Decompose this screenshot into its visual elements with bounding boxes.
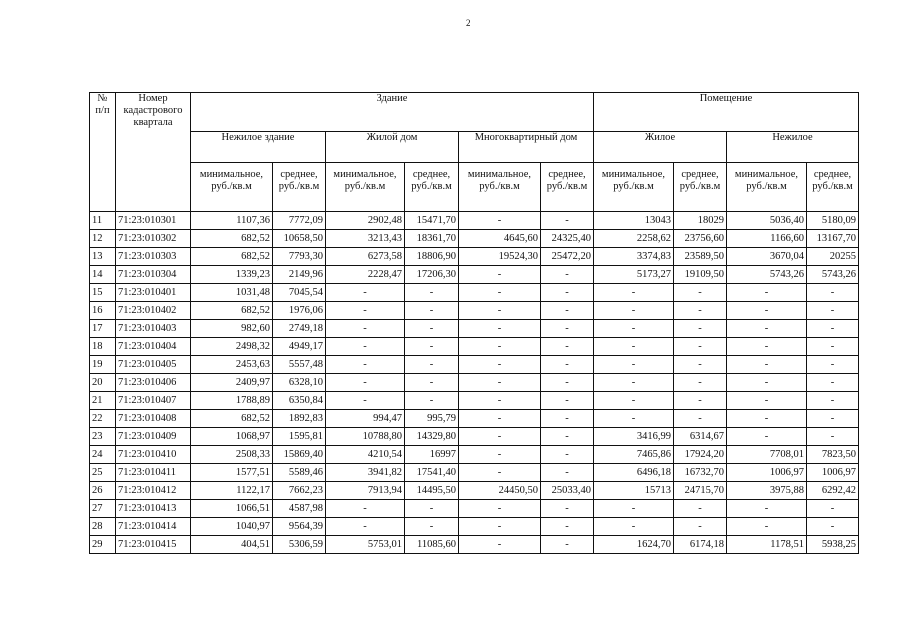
value-cell: 3213,43 — [326, 230, 405, 248]
cadastral-number: 71:23:010403 — [116, 320, 191, 338]
value-cell: 3941,82 — [326, 464, 405, 482]
value-cell: - — [541, 356, 594, 374]
value-cell: - — [674, 284, 727, 302]
value-cell: - — [727, 356, 807, 374]
header-min: минимальное, руб./кв.м — [191, 163, 273, 212]
value-cell: 3374,83 — [594, 248, 674, 266]
value-cell: - — [405, 302, 459, 320]
value-cell: 2453,63 — [191, 356, 273, 374]
value-cell: 2409,97 — [191, 374, 273, 392]
value-cell: - — [326, 320, 405, 338]
value-cell: - — [541, 536, 594, 554]
value-cell: - — [541, 500, 594, 518]
value-cell: - — [594, 356, 674, 374]
row-number: 19 — [90, 356, 116, 374]
value-cell: - — [674, 302, 727, 320]
table-row — [90, 482, 859, 500]
value-cell: 5589,46 — [273, 464, 326, 482]
value-cell: 682,52 — [191, 302, 273, 320]
row-number: 23 — [90, 428, 116, 446]
value-cell: - — [674, 338, 727, 356]
value-cell: 15471,70 — [405, 212, 459, 230]
row-number: 26 — [90, 482, 116, 500]
value-cell: - — [594, 302, 674, 320]
cadastral-value-table — [89, 92, 859, 554]
value-cell: 682,52 — [191, 410, 273, 428]
value-cell: 25472,20 — [541, 248, 594, 266]
value-cell: 1068,97 — [191, 428, 273, 446]
value-cell: 18361,70 — [405, 230, 459, 248]
value-cell: - — [727, 302, 807, 320]
value-cell: - — [594, 518, 674, 536]
header-avg: среднее, руб./кв.м — [273, 163, 326, 212]
table-body — [90, 212, 859, 554]
value-cell: - — [459, 536, 541, 554]
table-row — [90, 248, 859, 266]
value-cell: 995,79 — [405, 410, 459, 428]
value-cell: 24715,70 — [674, 482, 727, 500]
value-cell: 4949,17 — [273, 338, 326, 356]
table-row — [90, 212, 859, 230]
value-cell: - — [541, 284, 594, 302]
table-row — [90, 266, 859, 284]
value-cell: - — [459, 518, 541, 536]
table-row — [90, 518, 859, 536]
table-row — [90, 500, 859, 518]
value-cell: 1031,48 — [191, 284, 273, 302]
value-cell: - — [807, 410, 859, 428]
row-number: 25 — [90, 464, 116, 482]
cadastral-number: 71:23:010409 — [116, 428, 191, 446]
header-residential-house: Жилой дом — [326, 132, 459, 163]
value-cell: 24450,50 — [459, 482, 541, 500]
value-cell: 5036,40 — [727, 212, 807, 230]
value-cell: - — [541, 446, 594, 464]
value-cell: 6314,67 — [674, 428, 727, 446]
table-row — [90, 410, 859, 428]
value-cell: 7465,86 — [594, 446, 674, 464]
header-avg: среднее, руб./кв.м — [807, 163, 859, 212]
row-number: 18 — [90, 338, 116, 356]
header-num: № п/п — [90, 93, 116, 212]
value-cell: 1006,97 — [727, 464, 807, 482]
table-row — [90, 464, 859, 482]
value-cell: 9564,39 — [273, 518, 326, 536]
table-row — [90, 446, 859, 464]
value-cell: - — [594, 320, 674, 338]
value-cell: - — [459, 356, 541, 374]
cadastral-number: 71:23:010413 — [116, 500, 191, 518]
value-cell: 13043 — [594, 212, 674, 230]
value-cell: 1339,23 — [191, 266, 273, 284]
value-cell: 1166,60 — [727, 230, 807, 248]
value-cell: 5753,01 — [326, 536, 405, 554]
header-cadastral: Номер кадастрового квартала — [116, 93, 191, 212]
value-cell: 1122,17 — [191, 482, 273, 500]
value-cell: - — [459, 212, 541, 230]
value-cell: - — [807, 500, 859, 518]
value-cell: - — [727, 284, 807, 302]
value-cell: 682,52 — [191, 248, 273, 266]
value-cell: - — [674, 320, 727, 338]
value-cell: 6273,58 — [326, 248, 405, 266]
value-cell: 404,51 — [191, 536, 273, 554]
value-cell: - — [674, 392, 727, 410]
row-number: 14 — [90, 266, 116, 284]
value-cell: 1040,97 — [191, 518, 273, 536]
value-cell: - — [807, 302, 859, 320]
value-cell: 1178,51 — [727, 536, 807, 554]
header-min: минимальное, руб./кв.м — [594, 163, 674, 212]
header-building: Здание — [191, 93, 594, 132]
value-cell: - — [727, 428, 807, 446]
value-cell: 682,52 — [191, 230, 273, 248]
value-cell: 3416,99 — [594, 428, 674, 446]
value-cell: - — [727, 338, 807, 356]
value-cell: - — [807, 320, 859, 338]
value-cell: 5173,27 — [594, 266, 674, 284]
cadastral-number: 71:23:010401 — [116, 284, 191, 302]
value-cell: - — [727, 410, 807, 428]
value-cell: 1624,70 — [594, 536, 674, 554]
value-cell: 19109,50 — [674, 266, 727, 284]
row-number: 20 — [90, 374, 116, 392]
value-cell: 1577,51 — [191, 464, 273, 482]
value-cell: - — [807, 374, 859, 392]
value-cell: - — [326, 518, 405, 536]
value-cell: - — [541, 338, 594, 356]
row-number: 27 — [90, 500, 116, 518]
value-cell: 15869,40 — [273, 446, 326, 464]
table-row — [90, 374, 859, 392]
value-cell: 25033,40 — [541, 482, 594, 500]
value-cell: - — [405, 320, 459, 338]
value-cell: - — [727, 392, 807, 410]
value-cell: 5743,26 — [807, 266, 859, 284]
value-cell: 17924,20 — [674, 446, 727, 464]
cadastral-number: 71:23:010301 — [116, 212, 191, 230]
value-cell: - — [541, 392, 594, 410]
value-cell: - — [405, 356, 459, 374]
value-cell: 4587,98 — [273, 500, 326, 518]
cadastral-number: 71:23:010410 — [116, 446, 191, 464]
page-number: 2 — [466, 18, 471, 28]
value-cell: 4210,54 — [326, 446, 405, 464]
value-cell: - — [594, 392, 674, 410]
value-cell: 1006,97 — [807, 464, 859, 482]
cadastral-number: 71:23:010415 — [116, 536, 191, 554]
value-cell: - — [405, 500, 459, 518]
value-cell: - — [541, 464, 594, 482]
value-cell: - — [405, 374, 459, 392]
header-min: минимальное, руб./кв.м — [727, 163, 807, 212]
header-residential: Жилое — [594, 132, 727, 163]
value-cell: 14329,80 — [405, 428, 459, 446]
row-number: 12 — [90, 230, 116, 248]
value-cell: - — [541, 518, 594, 536]
header-nonresidential-building: Нежилое здание — [191, 132, 326, 163]
value-cell: 17541,40 — [405, 464, 459, 482]
value-cell: 5743,26 — [727, 266, 807, 284]
table-row — [90, 428, 859, 446]
value-cell: 3670,04 — [727, 248, 807, 266]
value-cell: - — [541, 212, 594, 230]
value-cell: 19524,30 — [459, 248, 541, 266]
row-number: 22 — [90, 410, 116, 428]
value-cell: 1788,89 — [191, 392, 273, 410]
table-row — [90, 356, 859, 374]
value-cell: - — [674, 410, 727, 428]
value-cell: - — [541, 302, 594, 320]
value-cell: - — [405, 338, 459, 356]
value-cell: 10788,80 — [326, 428, 405, 446]
value-cell: 6292,42 — [807, 482, 859, 500]
value-cell: 5180,09 — [807, 212, 859, 230]
value-cell: 7793,30 — [273, 248, 326, 266]
value-cell: - — [459, 392, 541, 410]
value-cell: - — [459, 374, 541, 392]
value-cell: - — [326, 500, 405, 518]
row-number: 21 — [90, 392, 116, 410]
value-cell: 1976,06 — [273, 302, 326, 320]
value-cell: - — [459, 266, 541, 284]
value-cell: - — [807, 356, 859, 374]
table-row — [90, 392, 859, 410]
value-cell: - — [541, 320, 594, 338]
cadastral-number: 71:23:010414 — [116, 518, 191, 536]
value-cell: - — [459, 302, 541, 320]
value-cell: - — [541, 374, 594, 392]
value-cell: - — [594, 338, 674, 356]
value-cell: 6328,10 — [273, 374, 326, 392]
value-cell: 13167,70 — [807, 230, 859, 248]
value-cell: - — [326, 338, 405, 356]
value-cell: - — [541, 410, 594, 428]
header-avg: среднее, руб./кв.м — [541, 163, 594, 212]
value-cell: 7823,50 — [807, 446, 859, 464]
table-row — [90, 284, 859, 302]
value-cell: - — [727, 518, 807, 536]
value-cell: - — [405, 518, 459, 536]
value-cell: - — [326, 392, 405, 410]
value-cell: 1595,81 — [273, 428, 326, 446]
value-cell: 23756,60 — [674, 230, 727, 248]
value-cell: - — [594, 374, 674, 392]
value-cell: 7772,09 — [273, 212, 326, 230]
value-cell: - — [807, 392, 859, 410]
cadastral-number: 71:23:010402 — [116, 302, 191, 320]
value-cell: 6174,18 — [674, 536, 727, 554]
cadastral-number: 71:23:010412 — [116, 482, 191, 500]
value-cell: 7045,54 — [273, 284, 326, 302]
value-cell: - — [541, 266, 594, 284]
value-cell: 6350,84 — [273, 392, 326, 410]
cadastral-number: 71:23:010302 — [116, 230, 191, 248]
value-cell: - — [459, 410, 541, 428]
value-cell: - — [459, 338, 541, 356]
value-cell: 3975,88 — [727, 482, 807, 500]
value-cell: 2149,96 — [273, 266, 326, 284]
row-number: 11 — [90, 212, 116, 230]
value-cell: 1107,36 — [191, 212, 273, 230]
value-cell: - — [405, 284, 459, 302]
value-cell: - — [674, 374, 727, 392]
cadastral-number: 71:23:010407 — [116, 392, 191, 410]
header-apartment-house: Многоквартирный дом — [459, 132, 594, 163]
value-cell: 16732,70 — [674, 464, 727, 482]
value-cell: 10658,50 — [273, 230, 326, 248]
value-cell: 2508,33 — [191, 446, 273, 464]
value-cell: - — [594, 284, 674, 302]
table-row — [90, 338, 859, 356]
table-row — [90, 230, 859, 248]
value-cell: 1892,83 — [273, 410, 326, 428]
value-cell: - — [326, 284, 405, 302]
value-cell: - — [807, 338, 859, 356]
value-cell: 11085,60 — [405, 536, 459, 554]
cadastral-number: 71:23:010411 — [116, 464, 191, 482]
value-cell: - — [459, 284, 541, 302]
cadastral-number: 71:23:010406 — [116, 374, 191, 392]
value-cell: 18806,90 — [405, 248, 459, 266]
value-cell: 20255 — [807, 248, 859, 266]
cadastral-number: 71:23:010408 — [116, 410, 191, 428]
header-avg: среднее, руб./кв.м — [405, 163, 459, 212]
value-cell: 7662,23 — [273, 482, 326, 500]
row-number: 13 — [90, 248, 116, 266]
table-row — [90, 320, 859, 338]
value-cell: - — [459, 500, 541, 518]
value-cell: - — [405, 392, 459, 410]
value-cell: - — [594, 410, 674, 428]
value-cell: 2498,32 — [191, 338, 273, 356]
value-cell: - — [326, 356, 405, 374]
value-cell: 7913,94 — [326, 482, 405, 500]
value-cell: - — [674, 356, 727, 374]
value-cell: 982,60 — [191, 320, 273, 338]
row-number: 24 — [90, 446, 116, 464]
row-number: 28 — [90, 518, 116, 536]
header-avg: среднее, руб./кв.м — [674, 163, 727, 212]
value-cell: 5557,48 — [273, 356, 326, 374]
value-cell: - — [727, 500, 807, 518]
value-cell: - — [807, 284, 859, 302]
value-cell: 2749,18 — [273, 320, 326, 338]
table-row — [90, 536, 859, 554]
value-cell: 2228,47 — [326, 266, 405, 284]
value-cell: 2258,62 — [594, 230, 674, 248]
row-number: 15 — [90, 284, 116, 302]
value-cell: 7708,01 — [727, 446, 807, 464]
value-cell: 2902,48 — [326, 212, 405, 230]
header-premises: Помещение — [594, 93, 859, 132]
value-cell: 994,47 — [326, 410, 405, 428]
value-cell: 5306,59 — [273, 536, 326, 554]
value-cell: 15713 — [594, 482, 674, 500]
value-cell: 1066,51 — [191, 500, 273, 518]
value-cell: - — [674, 500, 727, 518]
cadastral-number: 71:23:010304 — [116, 266, 191, 284]
value-cell: 6496,18 — [594, 464, 674, 482]
value-cell: 23589,50 — [674, 248, 727, 266]
cadastral-number: 71:23:010303 — [116, 248, 191, 266]
value-cell: - — [459, 428, 541, 446]
value-cell: - — [541, 428, 594, 446]
row-number: 16 — [90, 302, 116, 320]
value-cell: 4645,60 — [459, 230, 541, 248]
value-cell: - — [727, 320, 807, 338]
value-cell: - — [807, 428, 859, 446]
row-number: 29 — [90, 536, 116, 554]
table-row — [90, 302, 859, 320]
value-cell: 17206,30 — [405, 266, 459, 284]
cadastral-number: 71:23:010404 — [116, 338, 191, 356]
value-cell: - — [727, 374, 807, 392]
value-cell: - — [459, 446, 541, 464]
header-min: минимальное, руб./кв.м — [326, 163, 405, 212]
value-cell: - — [459, 320, 541, 338]
row-number: 17 — [90, 320, 116, 338]
value-cell: 14495,50 — [405, 482, 459, 500]
header-min: минимальное, руб./кв.м — [459, 163, 541, 212]
header-nonresidential: Нежилое — [727, 132, 859, 163]
value-cell: - — [326, 374, 405, 392]
value-cell: 16997 — [405, 446, 459, 464]
value-cell: - — [326, 302, 405, 320]
value-cell: 24325,40 — [541, 230, 594, 248]
value-cell: 18029 — [674, 212, 727, 230]
value-cell: - — [594, 500, 674, 518]
value-cell: - — [674, 518, 727, 536]
cadastral-number: 71:23:010405 — [116, 356, 191, 374]
value-cell: - — [459, 464, 541, 482]
value-cell: 5938,25 — [807, 536, 859, 554]
value-cell: - — [807, 518, 859, 536]
